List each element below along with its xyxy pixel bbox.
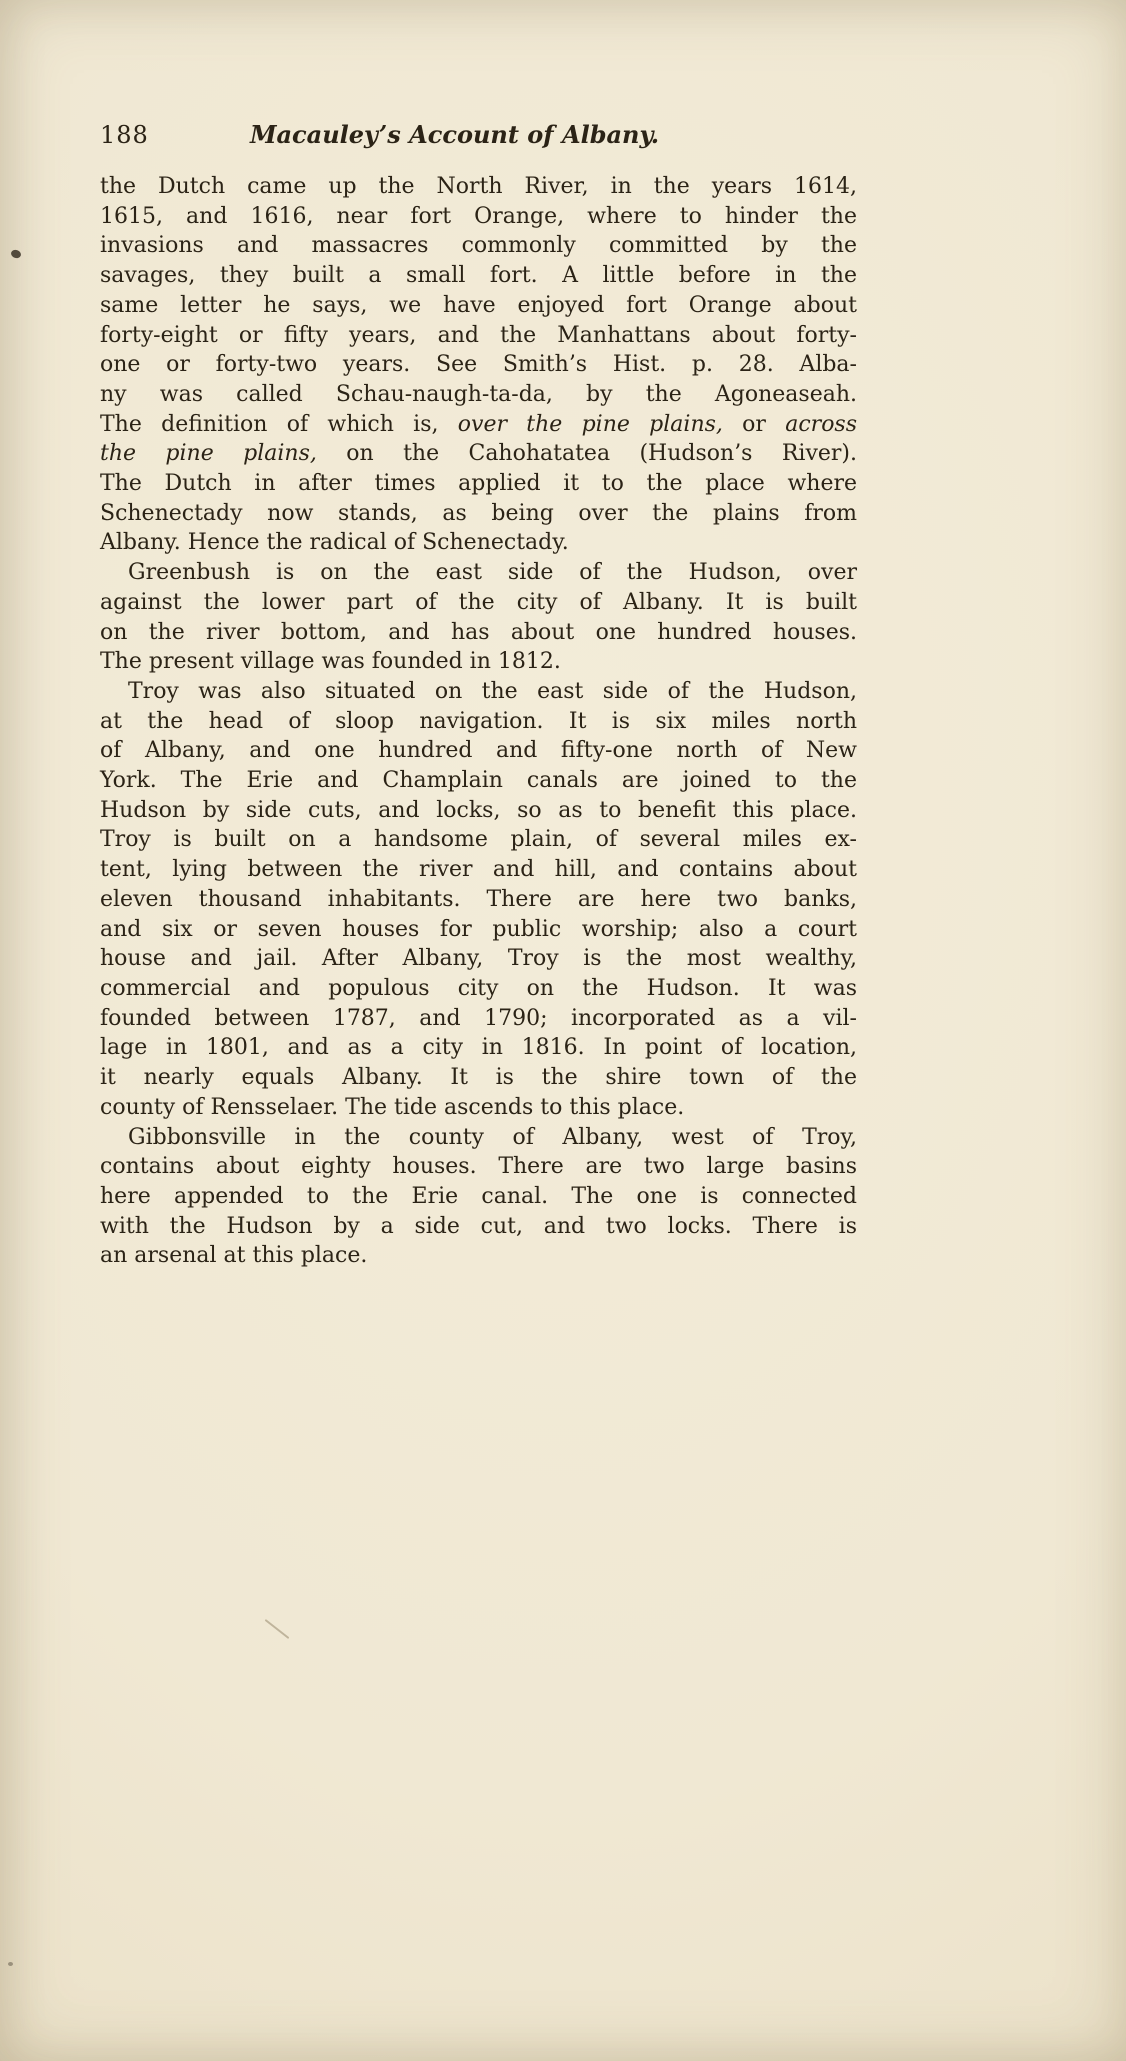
text-run: against the lower part of the city of Albany. It is built bbox=[100, 589, 857, 615]
text-line bbox=[100, 172, 857, 202]
page-number: 188 bbox=[100, 121, 149, 149]
text-run: it nearly equals Albany. It is the shire town of the bbox=[100, 1065, 857, 1091]
text-run: or bbox=[722, 411, 786, 437]
text-run: same letter he says, we have enjoyed fort Orange about bbox=[100, 292, 857, 318]
text-run: lage in 1801, and as a city in 1816. In point of location, bbox=[100, 1035, 857, 1061]
text-run: Gibbonsville in the county of Albany, west of Troy, bbox=[128, 1124, 857, 1150]
text-run: The present village was founded in 1812. bbox=[100, 649, 561, 675]
italic-text-run: the pine plains, bbox=[100, 441, 317, 467]
text-run: Troy is built on a handsome plain, of several miles ex- bbox=[100, 827, 857, 853]
text-run: York. The Erie and Champlain canals are joined to the bbox=[100, 768, 857, 794]
text-line bbox=[100, 736, 857, 766]
text-line bbox=[100, 499, 857, 529]
text-line bbox=[100, 1241, 857, 1271]
text-line bbox=[100, 1182, 857, 1212]
italic-text-run: across bbox=[785, 411, 858, 437]
text-line bbox=[100, 618, 857, 648]
text-line bbox=[100, 647, 857, 677]
text-line bbox=[100, 915, 857, 945]
text-run: savages, they built a small fort. A little before in the bbox=[100, 263, 857, 289]
text-line bbox=[100, 410, 857, 440]
text-run: Albany. Hence the radical of Schenectady. bbox=[100, 530, 569, 556]
text-line bbox=[100, 855, 857, 885]
text-run: Schenectady now stands, as being over the plains from bbox=[100, 500, 857, 526]
text-run: with the Hudson by a side cut, and two locks. There is bbox=[100, 1213, 857, 1239]
text-run: one or forty-two years. See Smith’s Hist. p. 28. Alba- bbox=[100, 352, 857, 378]
text-run: tent, lying between the river and hill, and contains about bbox=[100, 857, 857, 883]
text-run: on the river bottom, and has about one hundred houses. bbox=[100, 619, 857, 645]
text-line bbox=[100, 528, 857, 558]
text-line bbox=[100, 944, 857, 974]
text-line bbox=[100, 1063, 857, 1093]
page-body bbox=[100, 172, 857, 1271]
text-run: at the head of sloop navigation. It is six miles north bbox=[100, 708, 857, 734]
text-line bbox=[100, 1033, 857, 1063]
text-run: founded between 1787, and 1790; incorporated as a vil- bbox=[100, 1005, 857, 1031]
text-run: Greenbush is on the east side of the Hudson, over bbox=[128, 560, 857, 586]
text-run: house and jail. After Albany, Troy is the most wealthy, bbox=[100, 946, 857, 972]
text-line bbox=[100, 231, 857, 261]
text-run: invasions and massacres commonly committed by the bbox=[100, 233, 857, 259]
text-block bbox=[100, 119, 857, 1271]
text-line bbox=[100, 202, 857, 232]
text-line bbox=[100, 261, 857, 291]
text-run: forty-eight or fifty years, and the Manhattans about forty- bbox=[100, 322, 857, 348]
text-line bbox=[100, 558, 857, 588]
text-run: county of Rensselaer. The tide ascends to this place. bbox=[100, 1094, 685, 1120]
text-run: commercial and populous city on the Hudson. It was bbox=[100, 975, 857, 1001]
text-run: and six or seven houses for public worship; also a court bbox=[100, 916, 857, 942]
text-line bbox=[100, 825, 857, 855]
page-header bbox=[100, 119, 857, 151]
text-line bbox=[100, 1123, 857, 1153]
text-run: Troy was also situated on the east side of the Hudson, bbox=[128, 678, 857, 704]
text-run: the Dutch came up the North River, in the years 1614, bbox=[100, 174, 857, 199]
paper-scratch bbox=[265, 1619, 290, 1639]
text-run: The Dutch in after times applied it to the place where bbox=[100, 471, 857, 497]
text-run: ny was called Schau-naugh-ta-da, by the Agoneaseah. bbox=[100, 381, 857, 407]
text-line bbox=[100, 350, 857, 380]
text-line bbox=[100, 321, 857, 351]
text-line bbox=[100, 1004, 857, 1034]
text-line bbox=[100, 1152, 857, 1182]
text-line bbox=[100, 885, 857, 915]
text-run: 1615, and 1616, near fort Orange, where to hinder the bbox=[100, 203, 857, 229]
text-line bbox=[100, 677, 857, 707]
text-run: The definition of which is, bbox=[100, 411, 458, 437]
text-run: eleven thousand inhabitants. There are here two banks, bbox=[100, 886, 857, 912]
ink-speck bbox=[8, 1962, 13, 1966]
text-line bbox=[100, 291, 857, 321]
ink-speck bbox=[10, 249, 22, 260]
text-run: on the Cahohatatea (Hudson’s River). bbox=[316, 441, 858, 467]
text-line bbox=[100, 766, 857, 796]
text-run: an arsenal at this place. bbox=[100, 1243, 368, 1269]
italic-text-run: over the pine plains, bbox=[457, 411, 723, 437]
text-line bbox=[100, 1212, 857, 1242]
text-run: contains about eighty houses. There are two large basins bbox=[100, 1154, 857, 1180]
text-line bbox=[100, 380, 857, 410]
running-title: Macauley’s Account of Albany. bbox=[249, 120, 660, 149]
text-run: Hudson by side cuts, and locks, so as to benefit this place. bbox=[100, 797, 857, 823]
text-line bbox=[100, 588, 857, 618]
text-line bbox=[100, 469, 857, 499]
text-run: here appended to the Erie canal. The one is connected bbox=[100, 1183, 857, 1209]
text-line bbox=[100, 439, 857, 469]
text-line bbox=[100, 974, 857, 1004]
text-run: of Albany, and one hundred and fifty-one north of New bbox=[100, 738, 857, 764]
text-line bbox=[100, 707, 857, 737]
text-line bbox=[100, 1093, 857, 1123]
text-line bbox=[100, 796, 857, 826]
